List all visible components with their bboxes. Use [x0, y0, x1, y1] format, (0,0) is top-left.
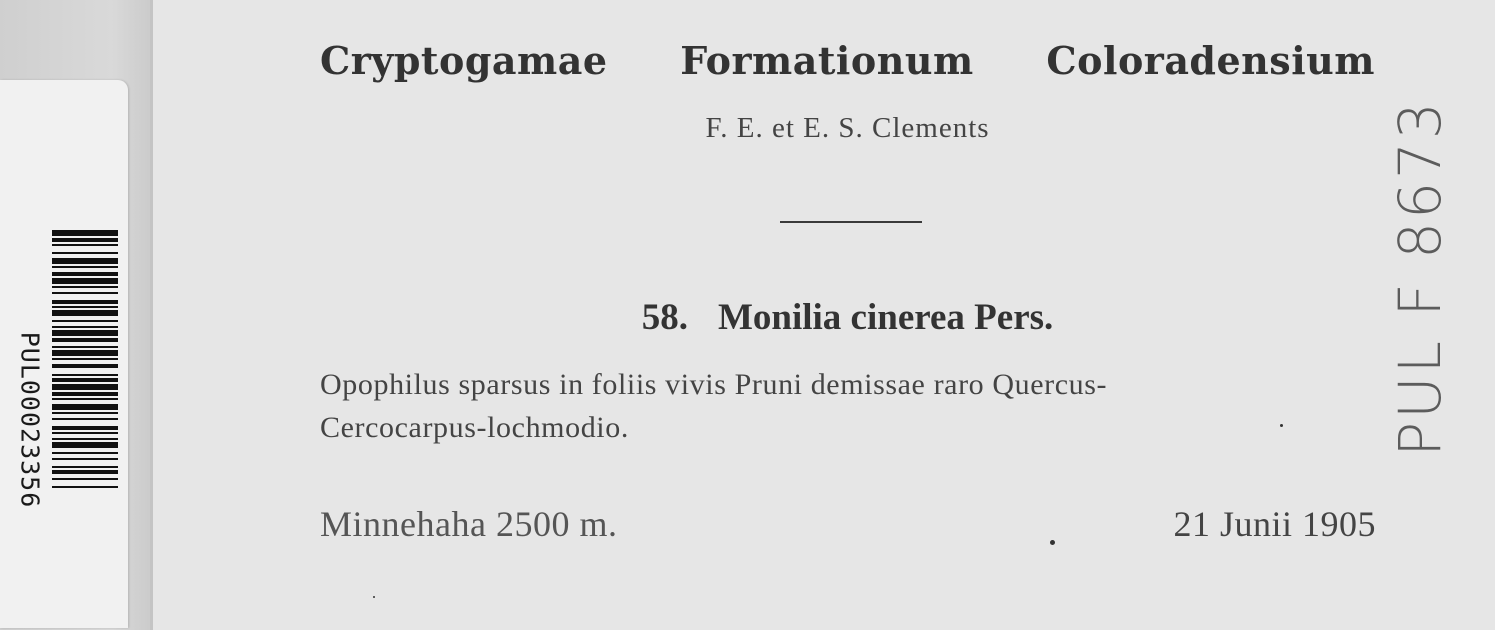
collection-date: 21 Junii 1905: [1173, 504, 1376, 544]
description-line: Cercocarpus-lochmodio.: [320, 411, 629, 444]
title-word: Cryptogamae: [320, 38, 608, 83]
barcode: [52, 230, 122, 610]
divider-rule: [780, 221, 922, 223]
title-word: Formationum: [680, 38, 974, 83]
locality: Minnehaha 2500 m.: [320, 504, 618, 544]
species-name: Monilia cinerea Pers.: [717, 297, 1054, 338]
species-heading: [320, 296, 1375, 339]
collection-title: [320, 38, 1375, 83]
description-line: Opophilus sparsus in foliis vivis Pruni demissae raro Quercus-: [320, 368, 1108, 401]
collector-names: F. E. et E. S. Clements: [705, 112, 990, 144]
barcode-sticker: [0, 80, 128, 628]
habitat-description: [320, 363, 1380, 449]
specimen-number: 58.: [641, 297, 688, 338]
handwritten-accession: PUL F 8673: [1386, 99, 1454, 457]
barcode-id: PUL00023356: [15, 331, 45, 509]
title-word: Coloradensium: [1046, 38, 1375, 83]
